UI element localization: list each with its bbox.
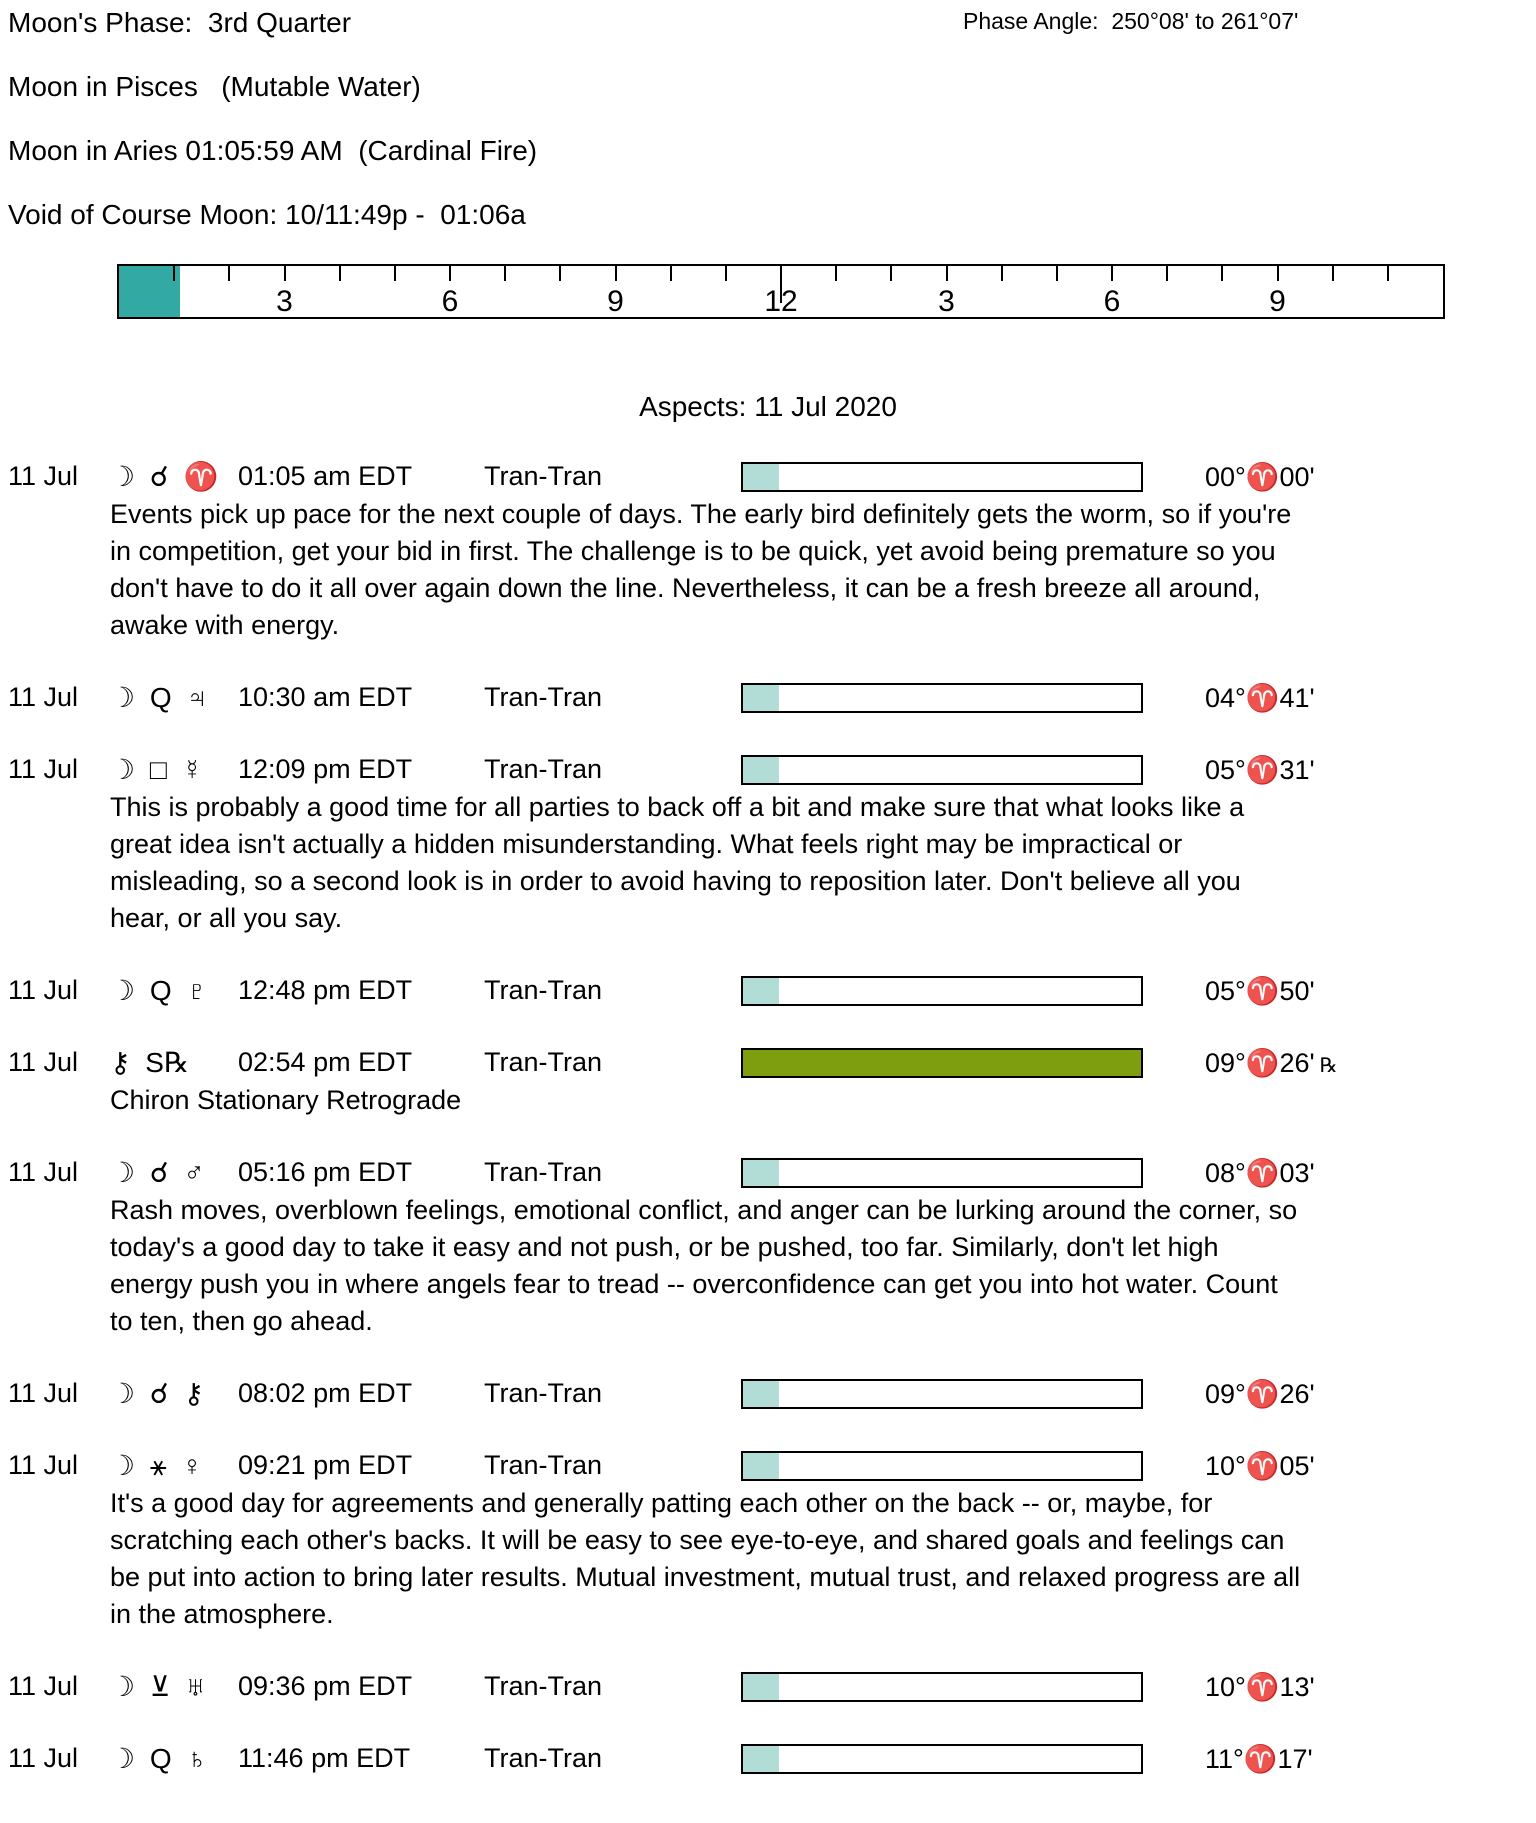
voc-ruler: [117, 264, 1445, 319]
aspect-progress-fill: [743, 685, 779, 711]
ruler-hour-label: 12: [764, 285, 798, 318]
ruler-tick: [1056, 266, 1058, 281]
aspect-glyphs: ☽ ⊻ ♅: [110, 1671, 207, 1702]
aspect-position-value: 09°♈26': [1205, 1047, 1315, 1078]
aspect-time: 08:02 pm EDT: [238, 1378, 413, 1408]
aspect-row: [0, 679, 1536, 716]
ruler-hour-label: 3: [938, 285, 955, 318]
aspect-date: 11 Jul: [8, 1671, 79, 1701]
aspect-time: 02:54 pm EDT: [238, 1047, 413, 1077]
ruler-tick: [559, 266, 561, 281]
aspect-progress-fill: [743, 978, 779, 1004]
aspect-description: Events pick up pace for the next couple of days. The early bird definitely gets the worm, so if you're in competition, get your bid in first. The challenge is to be quick, yet avoid being premature so you don't have to do it all over again down the line. Nevertheless, it can be a fresh breeze all around, awake with energy.: [110, 499, 1292, 640]
ruler-tick: [339, 266, 341, 281]
aspect-position-value: 05°♈31': [1205, 754, 1315, 785]
aspect-date: 11 Jul: [8, 461, 79, 491]
aspect-glyphs: ☽ Q ♇: [110, 975, 208, 1006]
aspect-progress-track: [741, 1672, 1143, 1702]
aspect-position: [1205, 1450, 1320, 1482]
aspect-position-value: 00°♈00': [1205, 461, 1315, 492]
aspect-description: Chiron Stationary Retrograde: [110, 1085, 462, 1115]
aspect-glyphs: ☽ ☌ ♈: [110, 461, 219, 492]
aspect-time: 01:05 am EDT: [238, 461, 413, 491]
aspect-row: [0, 1668, 1536, 1705]
aspect-type: Tran-Tran: [484, 1378, 603, 1408]
aspect-glyphs: ☽ Q ♃: [110, 682, 208, 713]
ruler-tick: [1221, 266, 1223, 281]
aspect-block: [0, 458, 1536, 644]
moon-sign-next-line: Moon in Aries 01:05:59 AM (Cardinal Fire): [8, 135, 538, 166]
aspect-date: 11 Jul: [8, 1378, 79, 1408]
ruler-tick: [835, 266, 837, 281]
aspect-position: [1205, 1378, 1320, 1410]
aspect-progress-fill: [743, 1160, 779, 1186]
void-of-course-line: Void of Course Moon: 10/11:49p - 01:06a: [8, 199, 526, 230]
aspect-progress-bar: [741, 976, 1143, 1006]
aspects-title: Aspects: 11 Jul 2020: [639, 391, 897, 422]
aspect-progress-bar: [741, 1048, 1143, 1078]
ruler-tick: [449, 266, 451, 281]
aspect-glyphs: ⚷ S℞: [110, 1047, 190, 1078]
ruler-hour-label: 3: [276, 285, 293, 318]
ruler-tick: [1332, 266, 1334, 281]
aspect-progress-bar: [741, 755, 1143, 785]
aspect-type: Tran-Tran: [484, 1047, 603, 1077]
aspect-position-value: 08°♈03': [1205, 1157, 1315, 1188]
aspect-position: [1205, 1157, 1320, 1189]
aspect-type: Tran-Tran: [484, 1157, 603, 1187]
ruler-tick: [394, 266, 396, 281]
aspect-glyphs: ☽ ☌ ⚷: [110, 1378, 204, 1409]
aspect-list: [0, 458, 1536, 1777]
aspect-position-value: 11°♈17': [1205, 1743, 1313, 1774]
ruler-tick: [670, 266, 672, 281]
ruler-tick: [1111, 266, 1113, 281]
aspect-progress-track: [741, 1451, 1143, 1481]
aspect-position: [1205, 1743, 1318, 1775]
aspect-block: [0, 1154, 1536, 1340]
aspect-progress-track: [741, 683, 1143, 713]
aspect-position: [1205, 754, 1320, 786]
ruler-tick: [946, 266, 948, 281]
aspect-progress-track: [741, 976, 1143, 1006]
ruler-tick: [284, 266, 286, 281]
aspect-progress-fill: [743, 1746, 779, 1772]
aspect-row: [0, 1740, 1536, 1777]
aspect-date: 11 Jul: [8, 1450, 79, 1480]
moon-sign-current-line: Moon in Pisces (Mutable Water): [8, 71, 421, 102]
aspect-row: [0, 972, 1536, 1009]
aspect-time: 09:21 pm EDT: [238, 1450, 413, 1480]
ruler-tick: [725, 266, 727, 281]
aspect-progress-bar: [741, 683, 1143, 713]
ruler-hour-label: 6: [441, 285, 459, 318]
aspect-time: 11:46 pm EDT: [238, 1743, 411, 1773]
aspect-position: [1205, 682, 1320, 714]
aspect-date: 11 Jul: [8, 754, 79, 784]
aspect-time: 09:36 pm EDT: [238, 1671, 413, 1701]
ruler-tick: [890, 266, 892, 281]
aspect-time: 05:16 pm EDT: [238, 1157, 413, 1187]
aspect-block: [0, 1375, 1536, 1412]
aspect-position-value: 05°♈50': [1205, 975, 1315, 1006]
aspect-progress-fill: [743, 1050, 1141, 1076]
aspect-position-value: 09°♈26': [1205, 1378, 1315, 1409]
aspect-glyphs: ☽ ☌ ♂: [110, 1157, 205, 1188]
aspect-progress-fill: [743, 1453, 779, 1479]
aspect-glyphs: ☽ □ ☿: [110, 754, 203, 785]
ruler-tick: [1166, 266, 1168, 281]
aspect-progress-bar: [741, 1379, 1143, 1409]
phase-angle-line: Phase Angle: 250°08' to 261°07': [963, 8, 1299, 34]
aspect-block: [0, 972, 1536, 1009]
aspect-progress-bar: [741, 1744, 1143, 1774]
moons-phase-line: Moon's Phase: 3rd Quarter: [8, 7, 352, 38]
aspect-position: [1205, 1047, 1338, 1079]
ruler-tick: [504, 266, 506, 281]
aspect-position-value: 10°♈05': [1205, 1450, 1315, 1481]
aspect-position-value: 10°♈13': [1205, 1671, 1315, 1702]
aspect-description: Rash moves, overblown feelings, emotional conflict, and anger can be lurking around the corner, so today's a good day to take it easy and not push, or be pushed, too far. Similarly, don't let high energy push you in where angels fear to tread -- overconfidence can get you into hot water. Count to ten, then go ahead.: [110, 1195, 1298, 1336]
aspect-progress-fill: [743, 1674, 779, 1700]
aspect-row: [0, 1447, 1536, 1484]
aspect-type: Tran-Tran: [484, 1743, 603, 1773]
aspect-block: [0, 679, 1536, 716]
voc-fill: [119, 266, 180, 317]
aspect-row: [0, 1044, 1536, 1081]
aspect-position: [1205, 461, 1320, 493]
retrograde-symbol: ℞: [1319, 1054, 1338, 1077]
aspect-type: Tran-Tran: [484, 1450, 603, 1480]
aspect-progress-track: [741, 1048, 1143, 1078]
aspect-type: Tran-Tran: [484, 975, 603, 1005]
aspect-progress-track: [741, 1158, 1143, 1188]
aspect-progress-fill: [743, 757, 779, 783]
ruler-tick: [1277, 266, 1279, 281]
aspect-row: [0, 1154, 1536, 1191]
aspect-date: 11 Jul: [8, 1157, 79, 1187]
ruler-tick: [228, 266, 230, 281]
aspect-progress-track: [741, 1379, 1143, 1409]
aspect-row: [0, 458, 1536, 495]
aspect-type: Tran-Tran: [484, 1671, 603, 1701]
aspect-row: [0, 751, 1536, 788]
aspect-progress-bar: [741, 1451, 1143, 1481]
aspect-glyphs: ☽ Q ♄: [110, 1743, 208, 1774]
aspect-block: [0, 1447, 1536, 1633]
aspect-position-value: 04°♈41': [1205, 682, 1315, 713]
aspect-block: [0, 1740, 1536, 1777]
ruler-hour-label: 6: [1103, 285, 1121, 318]
aspect-date: 11 Jul: [8, 1743, 79, 1773]
aspect-description: It's a good day for agreements and generally patting each other on the back -- or, maybe, for scratching each other's backs. It will be easy to see eye-to-eye, and shared goals and feelings can be put into action to bring later results. Mutual investment, mutual trust, and relaxed progress are all in the atmosphere.: [110, 1488, 1301, 1629]
aspect-type: Tran-Tran: [484, 754, 603, 784]
ruler-hour-label: 9: [1269, 285, 1286, 318]
aspect-type: Tran-Tran: [484, 461, 603, 491]
aspect-progress-fill: [743, 464, 779, 490]
aspect-position: [1205, 975, 1320, 1007]
aspect-type: Tran-Tran: [484, 682, 603, 712]
aspect-date: 11 Jul: [8, 975, 79, 1005]
aspect-progress-bar: [741, 1158, 1143, 1188]
aspect-description: This is probably a good time for all parties to back off a bit and make sure that what looks like a great idea isn't actually a hidden misunderstanding. What feels right may be impractical or misleading, so a second look is in order to avoid having to reposition later. Don't believe all you hear, or all you say.: [110, 792, 1245, 933]
aspect-progress-bar: [741, 1672, 1143, 1702]
aspect-progress-track: [741, 755, 1143, 785]
ruler-hour-label: 9: [607, 285, 624, 318]
aspect-block: [0, 1044, 1536, 1119]
aspect-progress-fill: [743, 1381, 779, 1407]
aspect-block: [0, 1668, 1536, 1705]
aspect-time: 10:30 am EDT: [238, 682, 413, 712]
aspect-time: 12:48 pm EDT: [238, 975, 413, 1005]
ruler-tick: [1001, 266, 1003, 281]
aspect-date: 11 Jul: [8, 1047, 79, 1077]
aspect-row: [0, 1375, 1536, 1412]
aspect-date: 11 Jul: [8, 682, 79, 712]
aspect-position: [1205, 1671, 1320, 1703]
aspect-glyphs: ☽ ⚹ ♀: [110, 1449, 203, 1481]
aspect-progress-bar: [741, 462, 1143, 492]
aspect-block: [0, 751, 1536, 937]
aspect-progress-track: [741, 462, 1143, 492]
aspect-time: 12:09 pm EDT: [238, 754, 413, 784]
ruler-tick: [173, 266, 175, 281]
ruler-tick: [615, 266, 617, 281]
aspect-progress-track: [741, 1744, 1143, 1774]
ruler-tick: [1387, 266, 1389, 281]
